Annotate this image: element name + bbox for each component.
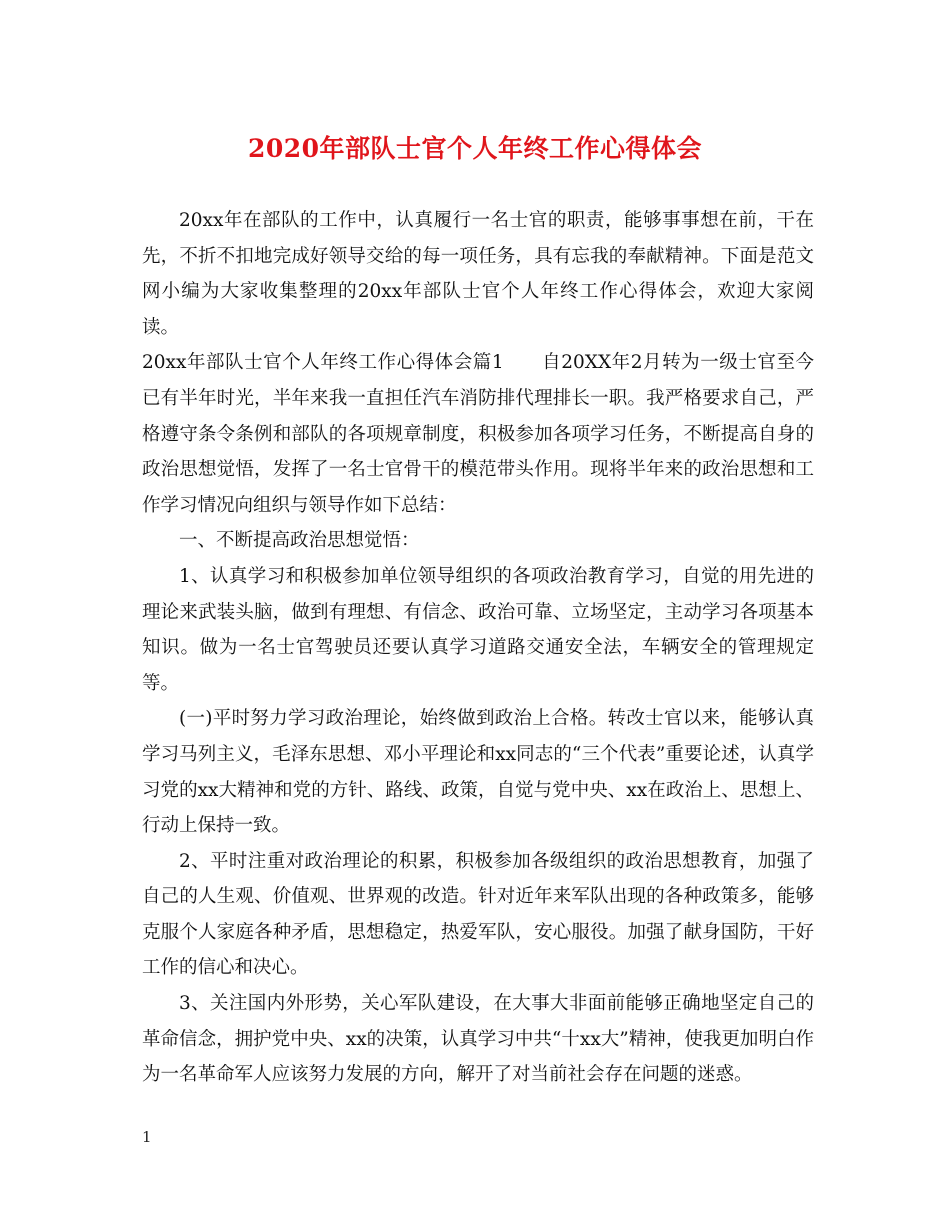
paragraph-item-1-sub: (一)平时努力学习政治理论，始终做到政治上合格。转改士官以来，能够认真学习马列主义，毛泽东思想、邓小平理论和xx同志的“三个代表”重要论述，认真学习党的xx大精神和党的方针、路线、政策，自觉与党中央、xx在政治上、思想上、行动上保持一致。 (142, 708, 814, 837)
document-title: 2020年部队士官个人年终工作心得体会 (247, 134, 703, 163)
intro-paragraph: 20xx年在部队的工作中，认真履行一名士官的职责，能够事事想在前，干在先，不折不扣地完成好领导交给的每一项任务，具有忘我的奉献精神。下面是范文网小编为大家收集整理的20xx年部队士官个人年终工作心得体会，欢迎大家阅读。 (142, 210, 814, 338)
paragraph-item-2: 2、平时注重对政治理论的积累，积极参加各级组织的政治思想教育，加强了自己的人生观、价值观、世界观的改造。针对近年来军队出现的各种政策多，能够克服个人家庭各种矛盾，思想稳定，热爱军队，安心服役。加强了献身国防，干好工作的信心和决心。 (142, 850, 814, 979)
paragraph-item-1: 1、认真学习和积极参加单位领导组织的各项政治教育学习，自觉的用先进的理论来武装头脑，做到有理想、有信念、政治可靠、立场坚定，主动学习各项基本知识。做为一名士官驾驶员还要认真学习道路交通安全法，车辆安全的管理规定等。 (142, 565, 814, 694)
page-number: 1 (142, 1128, 152, 1146)
subheading-political-awareness: 一、不断提高政治思想觉悟： (179, 530, 420, 552)
section-intro: 自20XX年2月转为一级士官至今已有半年时光，半年来我一直担任汽车消防排代理排长一职。我严格要求自己，严格遵守条令条例和部队的各项规章制度，积极参加各项学习任务，不断提高自身的政治思想觉悟，发挥了一名士官骨干的模范带头作用。现将半年来的政治思想和工作学习情况向组织与领导作如下总结： (142, 352, 814, 516)
paragraph-item-3: 3、关注国内外形势，关心军队建设，在大事大非面前能够正确地坚定自己的革命信念，拥护党中央、xx的决策，认真学习中共“十xx大”精神，使我更加明白作为一名革命军人应该努力发展的方向，解开了对当前社会存在问题的迷惑。 (142, 993, 814, 1086)
document-body (142, 203, 814, 1093)
section-paragraph (142, 345, 814, 523)
section-heading: 20xx年部队士官个人年终工作心得体会篇1 (142, 352, 504, 374)
